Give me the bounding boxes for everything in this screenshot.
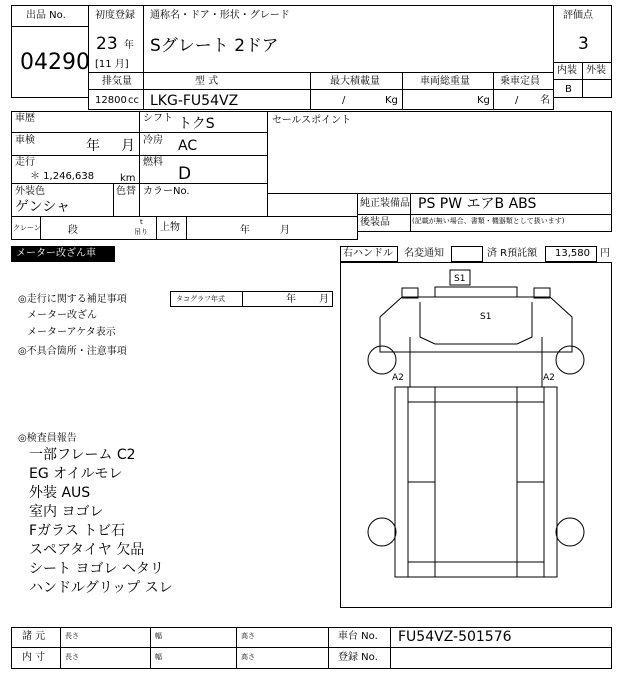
inspector-line: 一部フレーム C2 — [29, 447, 136, 463]
insp-month-unit: 月 — [121, 138, 135, 154]
chassis-value: FU54VZ-501576 — [398, 629, 512, 645]
equip-label: 純正装備品 — [360, 198, 410, 209]
history-label: 車歴 — [15, 113, 35, 124]
colorno-label: 色替 — [116, 186, 136, 197]
sales-label: セールスポイント — [272, 115, 352, 126]
recycle-unit: 円 — [600, 248, 610, 259]
height-label: 高さ — [241, 653, 255, 661]
name-label: 通称名・ドア・形状・グレード — [150, 10, 290, 21]
disp-unit: cc — [128, 95, 139, 106]
crane-label: クレーン — [13, 224, 41, 232]
model-label: 型 式 — [195, 76, 219, 87]
lot-number: 04290 — [20, 50, 90, 75]
upper-month: 月 — [280, 225, 290, 236]
wheel-rl — [368, 518, 396, 546]
diagram-frame — [341, 263, 612, 608]
cap-label: 乗車定員 — [500, 76, 540, 87]
name-value: Sグレート 2ドア — [150, 36, 279, 56]
inspector-line: Fガラス トビ石 — [29, 523, 126, 539]
tacho-label: タコグラフ年式 — [176, 295, 225, 303]
after-note: (記載が無い場合、書類・機器類として扱います) — [412, 217, 565, 225]
color-value: ゲンシャ — [15, 199, 71, 215]
interior-label: 内装 — [557, 65, 577, 76]
height-label: 高さ — [241, 632, 255, 640]
chassis-label: 車台 No. — [338, 631, 378, 642]
lot-label: 出品 No. — [26, 10, 66, 21]
width-label: 幅 — [155, 653, 162, 661]
supp-line: メーター改ざん — [27, 310, 97, 321]
mileage-label: 走行 — [15, 157, 35, 168]
model-value: LKG-FU54VZ — [150, 93, 239, 109]
inspector-line: 室内 ヨゴレ — [29, 504, 104, 520]
mark-s1-top: S1 — [454, 274, 466, 284]
cap-unit: 名 — [540, 95, 550, 106]
wheel-fr — [556, 346, 584, 374]
crane-stage: 段 — [68, 225, 78, 236]
reg-label: 初度登録 — [95, 10, 135, 21]
shift-value: トクS — [178, 116, 215, 132]
regno-label: 登録 No. — [338, 652, 378, 663]
cap-value: / — [515, 95, 519, 106]
insp-year-unit: 年 — [86, 138, 100, 154]
gross-unit: Kg — [477, 95, 490, 106]
inspector-line: シート ヨゴレ ヘタリ — [29, 561, 164, 577]
inspector-line: ハンドルグリップ スレ — [29, 580, 173, 596]
len-label: 長さ — [65, 632, 79, 640]
door-right — [530, 337, 542, 387]
color-label: 外装色 — [15, 186, 45, 197]
inspector-title: ◎検査員報告 — [18, 433, 77, 444]
inspector-line: 外装 AUS — [29, 485, 91, 501]
tacho-month: 月 — [319, 294, 329, 305]
meter-badge-text: メーター改ざん車 — [16, 248, 96, 259]
rhd-text: 右ハンドル — [343, 248, 393, 259]
upper-year: 年 — [240, 225, 250, 236]
inspector-line: EG オイルモレ — [29, 466, 123, 482]
footer-grid — [11, 627, 612, 669]
load-value: / — [342, 95, 346, 106]
crane-t: t — [140, 218, 143, 226]
ac-value: AC — [178, 138, 198, 154]
wheel-rr — [556, 518, 584, 546]
notice-box — [451, 246, 483, 262]
wheel-fl — [368, 346, 396, 374]
mileage-unit: km — [120, 173, 136, 184]
load-label: 最大積載量 — [330, 76, 380, 87]
mileage-value: ＊ 1,246,638 — [30, 171, 95, 182]
notice-label: 名変通知 — [404, 248, 444, 259]
interior-value: B — [565, 84, 572, 95]
crane-lift: 吊り — [134, 228, 148, 236]
inspection-label: 車検 — [15, 135, 35, 146]
reg-year: 23 — [96, 34, 118, 54]
tacho-year: 年 — [286, 294, 296, 305]
shift-label: シフト — [143, 113, 173, 124]
recycle-value: 13,580 — [555, 248, 590, 259]
fuel-label: 燃料 — [143, 157, 163, 168]
grade-label: 評価点 — [563, 10, 593, 21]
equip-value: PS PW エアB ABS — [418, 196, 537, 212]
defect-title: ◎不具合箇所・注意事項 — [18, 346, 127, 357]
disp-label: 排気量 — [102, 76, 132, 87]
recycle-label: 済 R預託額 — [487, 248, 538, 259]
ac-label: 冷房 — [143, 135, 163, 146]
mark-a2-left: A2 — [392, 373, 404, 383]
door-left — [410, 337, 422, 387]
grade-value: 3 — [578, 34, 589, 54]
load-unit: Kg — [385, 95, 398, 106]
supp-title: ◎走行に関する補足事項 — [18, 294, 127, 305]
supp-line: メーターアケタ表示 — [27, 327, 116, 338]
windshield — [420, 302, 532, 344]
exterior-label: 外装 — [586, 65, 606, 76]
len-label: 長さ — [65, 653, 79, 661]
exterior-value-cell — [582, 79, 612, 98]
inspector-line: スペアタイヤ 欠品 — [29, 542, 145, 558]
dims-label: 諸 元 — [22, 631, 46, 642]
width-label: 幅 — [155, 632, 162, 640]
mark-a2-right: A2 — [543, 373, 555, 383]
inner-label: 内 寸 — [22, 652, 46, 663]
upper-label: 上物 — [160, 222, 180, 233]
reg-year-unit: 年 — [124, 40, 134, 51]
mark-s1-cab: S1 — [480, 312, 492, 322]
after-label: 後装品 — [360, 217, 390, 228]
truck-diagram — [340, 262, 612, 608]
fuel-value: D — [178, 164, 192, 184]
reg-month: [11 月] — [95, 59, 129, 70]
disp-value: 12800 — [95, 95, 127, 106]
colorno2-label: カラーNo. — [143, 186, 190, 197]
top-box — [435, 287, 517, 297]
gross-label: 車両総重量 — [420, 76, 470, 87]
